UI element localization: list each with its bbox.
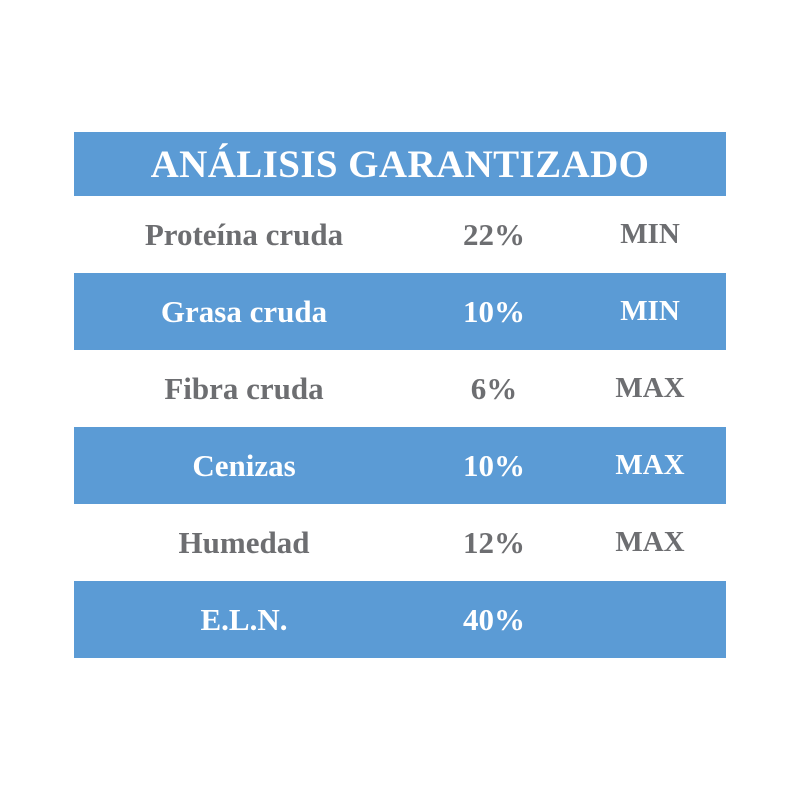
nutrient-name: E.L.N. — [200, 602, 288, 637]
nutrient-name: Grasa cruda — [160, 294, 328, 329]
table-row — [74, 581, 726, 658]
nutrient-name: Fibra cruda — [164, 371, 324, 406]
nutrient-limit: MIN — [620, 218, 680, 250]
table-row — [74, 350, 726, 427]
nutrient-value: 22% — [463, 217, 525, 252]
nutrient-name: Proteína cruda — [144, 217, 344, 252]
nutrient-value: 10% — [463, 294, 525, 329]
nutrient-value: 40% — [463, 602, 525, 637]
table-row — [74, 196, 726, 273]
nutrient-limit: MAX — [615, 372, 685, 404]
nutrient-limit: MIN — [620, 295, 680, 327]
table-row — [74, 504, 726, 581]
guaranteed-analysis-table — [74, 132, 726, 658]
nutrient-value: 10% — [463, 448, 525, 483]
nutrient-name: Humedad — [178, 525, 310, 560]
table-row — [74, 273, 726, 350]
table-title-bar — [74, 132, 726, 196]
nutrient-name: Cenizas — [192, 448, 296, 483]
page-title: ANÁLISIS GARANTIZADO — [150, 142, 650, 186]
nutrient-value: 6% — [470, 371, 518, 406]
nutrient-value: 12% — [463, 525, 525, 560]
nutrient-limit: MAX — [615, 526, 685, 558]
table-row — [74, 427, 726, 504]
nutrient-limit: MAX — [615, 449, 685, 481]
